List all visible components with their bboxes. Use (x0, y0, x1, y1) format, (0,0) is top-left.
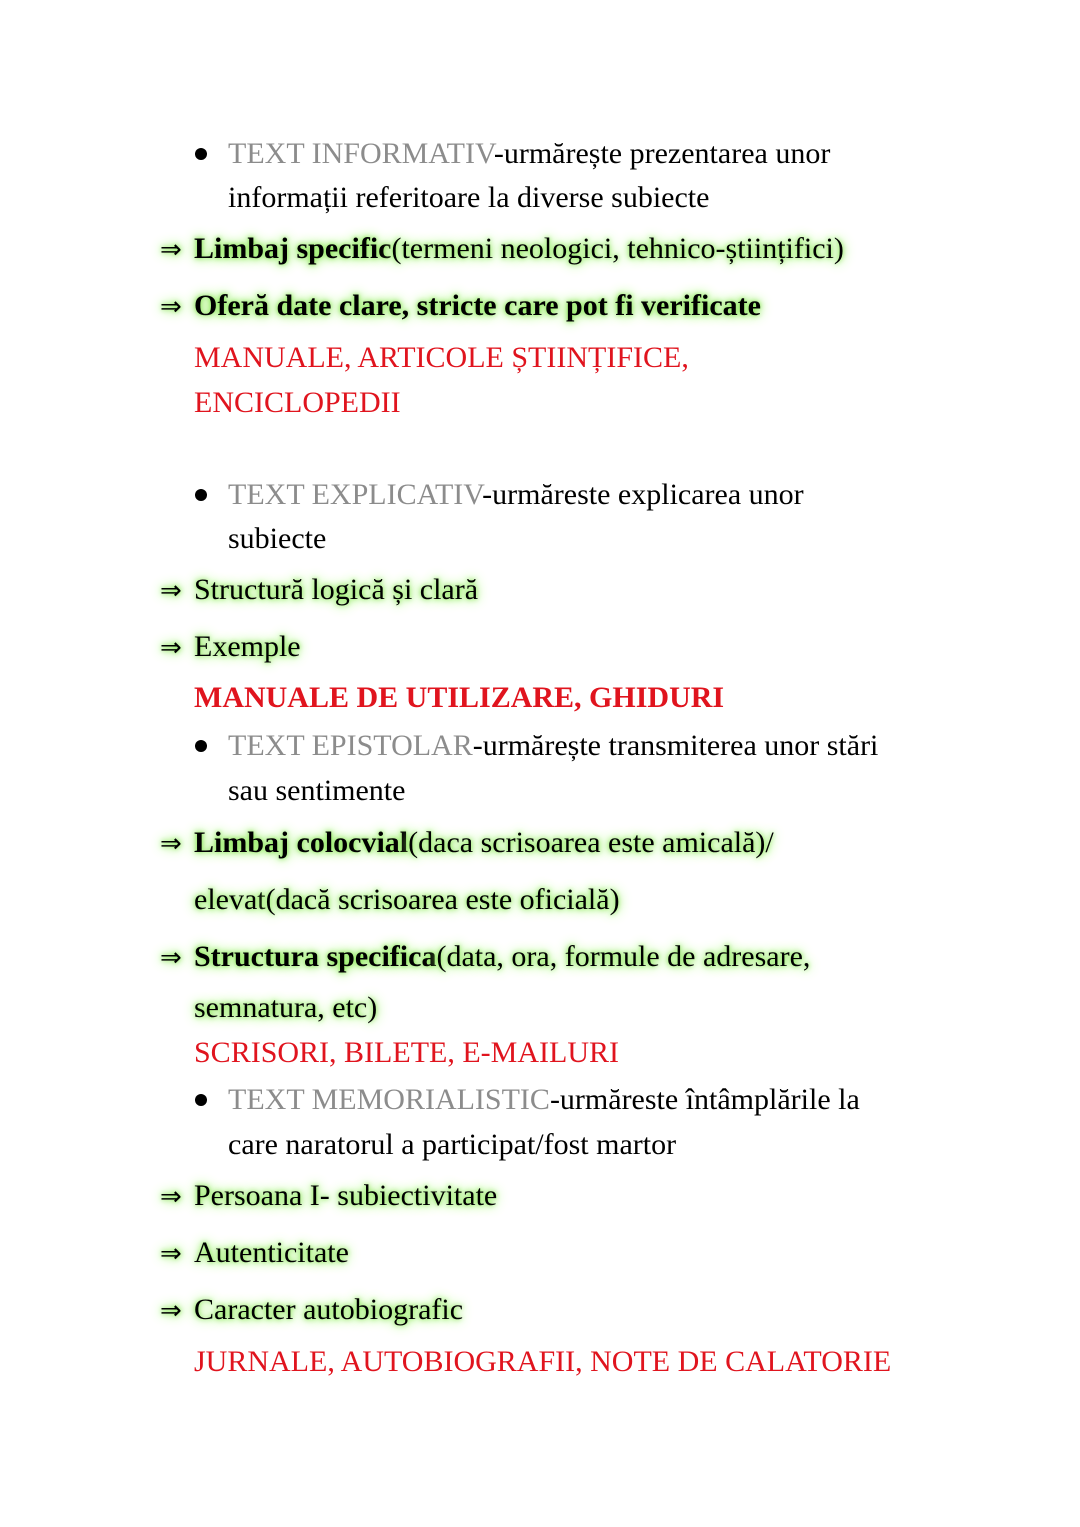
memorialistic-desc-1: -urmăreste întâmplările la (549, 1083, 860, 1116)
informativ-examples-1: MANUALE, ARTICOLE ȘTIINȚIFICE, (194, 341, 689, 374)
memorialistic-title: TEXT MEMORIALISTIC (228, 1083, 550, 1116)
informativ-point-1-bold: Limbaj specific (194, 232, 392, 265)
epistolar-title: TEXT EPISTOLAR (228, 729, 473, 762)
epistolar-point-1 (160, 823, 774, 864)
memorialistic-examples: JURNALE, AUTOBIOGRAFII, NOTE DE CALATORIE (194, 1345, 892, 1378)
explicativ-point-2 (160, 627, 301, 668)
arrow-icon: ⇒ (160, 235, 182, 265)
epistolar-point-2 (160, 937, 810, 978)
epistolar-heading-line (228, 726, 878, 766)
informativ-point-1 (160, 229, 844, 270)
arrow-icon: ⇒ (160, 576, 182, 606)
arrow-icon: ⇒ (160, 633, 182, 663)
memorialistic-heading-line (228, 1080, 860, 1120)
bullet-icon (195, 148, 207, 160)
informativ-examples-2: ENCICLOPEDII (194, 386, 401, 419)
explicativ-title: TEXT EXPLICATIV (228, 478, 483, 511)
memorialistic-point-3-text: Caracter autobiografic (194, 1293, 464, 1326)
memorialistic-point-1-text: Persoana I- subiectivitate (194, 1179, 498, 1212)
memorialistic-point-2 (160, 1233, 349, 1274)
explicativ-desc-2: subiecte (228, 522, 327, 555)
memorialistic-desc-2: care naratorul a participat/fost martor (228, 1128, 677, 1161)
informativ-desc-1: -urmărește prezentarea unor (493, 137, 831, 170)
epistolar-point-1-cont (194, 880, 620, 920)
informativ-point-1-rest: (termeni neologici, tehnico-științifici) (391, 232, 844, 265)
arrow-icon: ⇒ (160, 1182, 182, 1212)
epistolar-point-1-bold: Limbaj colocvial (194, 826, 409, 859)
memorialistic-point-3 (160, 1290, 463, 1331)
explicativ-point-2-text: Exemple (194, 630, 301, 663)
epistolar-point-1-cont-rest: (dacă scrisoarea este oficială) (265, 883, 620, 916)
epistolar-point-1-cont-highlight: elevat (194, 883, 266, 916)
epistolar-point-1-rest: (daca scrisoarea este amicală)/ (408, 826, 774, 859)
memorialistic-point-2-text: Autenticitate (194, 1236, 349, 1269)
explicativ-point-1-text: Structură logică și clară (194, 573, 479, 606)
memorialistic-point-1 (160, 1176, 497, 1217)
explicativ-point-1 (160, 570, 478, 611)
epistolar-point-2-rest: (data, ora, formule de adresare, (436, 940, 811, 973)
arrow-icon: ⇒ (160, 292, 182, 322)
arrow-icon: ⇒ (160, 1239, 182, 1269)
explicativ-examples: MANUALE DE UTILIZARE, GHIDURI (194, 681, 725, 714)
informativ-heading-line (228, 134, 830, 174)
bullet-icon (195, 740, 207, 752)
arrow-icon: ⇒ (160, 943, 182, 973)
bullet-icon (195, 489, 207, 501)
epistolar-point-2-cont: semnatura, etc) (194, 991, 378, 1024)
explicativ-desc-1: -urmăreste explicarea unor (482, 478, 804, 511)
epistolar-point-2-bold: Structura specifica (194, 940, 437, 973)
epistolar-desc-1: -urmărește transmiterea unor stări (472, 729, 879, 762)
epistolar-desc-2: sau sentimente (228, 774, 406, 807)
arrow-icon: ⇒ (160, 829, 182, 859)
informativ-desc-2: informații referitoare la diverse subiecte (228, 181, 710, 214)
informativ-point-2 (160, 286, 761, 327)
informativ-title: TEXT INFORMATIV (228, 137, 494, 170)
informativ-point-2-bold: Oferă date clare, stricte care pot fi verificate (194, 289, 761, 322)
bullet-icon (195, 1094, 207, 1106)
arrow-icon: ⇒ (160, 1296, 182, 1326)
explicativ-heading-line (228, 475, 804, 515)
epistolar-examples: SCRISORI, BILETE, E-MAILURI (194, 1036, 619, 1069)
